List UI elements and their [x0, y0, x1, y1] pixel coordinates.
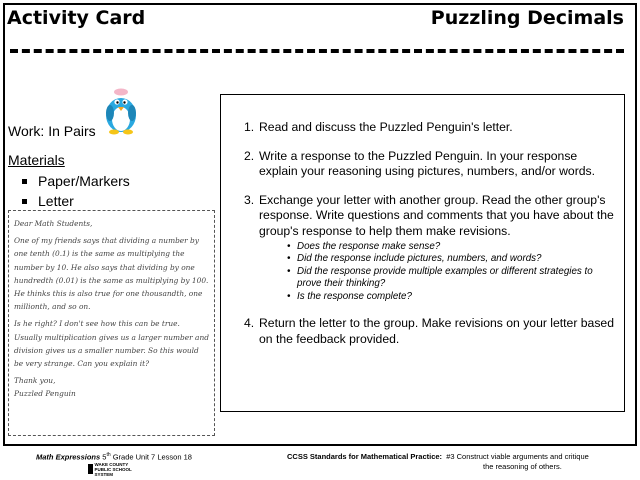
step-item: 2. Write a response to the Puzzled Penguin. In your response explain your reasoning using pictures, numbers, and/or words. — [244, 148, 596, 178]
district-logo: WAKE COUNTY PUBLIC SCHOOL SYSTEM — [88, 463, 136, 475]
bullet-icon: • — [287, 241, 291, 252]
step-item: 4. Return the letter to the group. Make revisions on your letter based on the feedback provided. — [244, 316, 614, 346]
letter-closing: Thank you, — [14, 376, 56, 386]
letter-greeting: Dear Math Students, — [14, 219, 93, 228]
letter-signature: Puzzled Penguin — [14, 389, 76, 399]
bullet-icon: • — [287, 253, 291, 265]
list-item: Paper/Markers — [22, 171, 130, 191]
card-type-title: Activity Card — [7, 7, 146, 29]
penguin-icon — [100, 88, 142, 136]
header-divider — [10, 49, 624, 53]
list-item: Letter — [22, 191, 130, 211]
standards-note: CCSS Standards for Mathematical Practice: #3 Construct viable arguments and critique the reasoning of others. — [287, 452, 589, 471]
work-mode-label: Work: In Pairs — [8, 123, 96, 139]
letter-paragraph: One of my friends says that dividing a number by one tenth (0.1) is the same as multiplying the number by 10. He also says that dividing by one hundredth (0.01) is the same as multiplying by 100. He thinks this is also true for one thousandth, one millionth, and so on. — [14, 236, 209, 312]
materials-list — [22, 171, 130, 211]
lesson-reference: Math Expressions 5th Grade Unit 7 Lesson 18 — [36, 452, 192, 462]
materials-heading: Materials — [8, 152, 65, 168]
review-questions — [259, 241, 614, 303]
logo-mark-icon — [88, 464, 93, 474]
list-item: • Did the response include pictures, numbers, and words? — [287, 253, 542, 265]
bullet-icon: • — [287, 265, 291, 277]
bullet-icon: • — [287, 290, 291, 302]
step-item: 1. Read and discuss the Puzzled Penguin's letter. — [244, 120, 513, 134]
instructions-list — [244, 120, 614, 360]
list-item: • Is the response complete? — [287, 290, 412, 302]
bullet-icon — [22, 199, 27, 204]
list-item: • Did the response provide multiple examples or different strategies to prove their thinking? — [287, 265, 593, 290]
penguin-letter — [8, 210, 215, 436]
activity-title: Puzzling Decimals — [430, 7, 624, 29]
step-item: 3. Exchange your letter with another group. Read the other group's response. Write questions and comments that you have about the group's response to help them make revisions. • Does the response make sense? • Did the response include pictures, numbers, and words? • Did the response provide multiple examples or different strategies to prove their thinking? • Is the response complete? — [244, 192, 614, 302]
letter-paragraph: Is he right? I don't see how this can be true. Usually multiplication gives us a larger number and division gives us a smaller number. So this would be very strange. Can you explain it? — [14, 319, 209, 369]
bullet-icon — [22, 179, 27, 184]
list-item: • Does the response make sense? — [287, 241, 441, 252]
